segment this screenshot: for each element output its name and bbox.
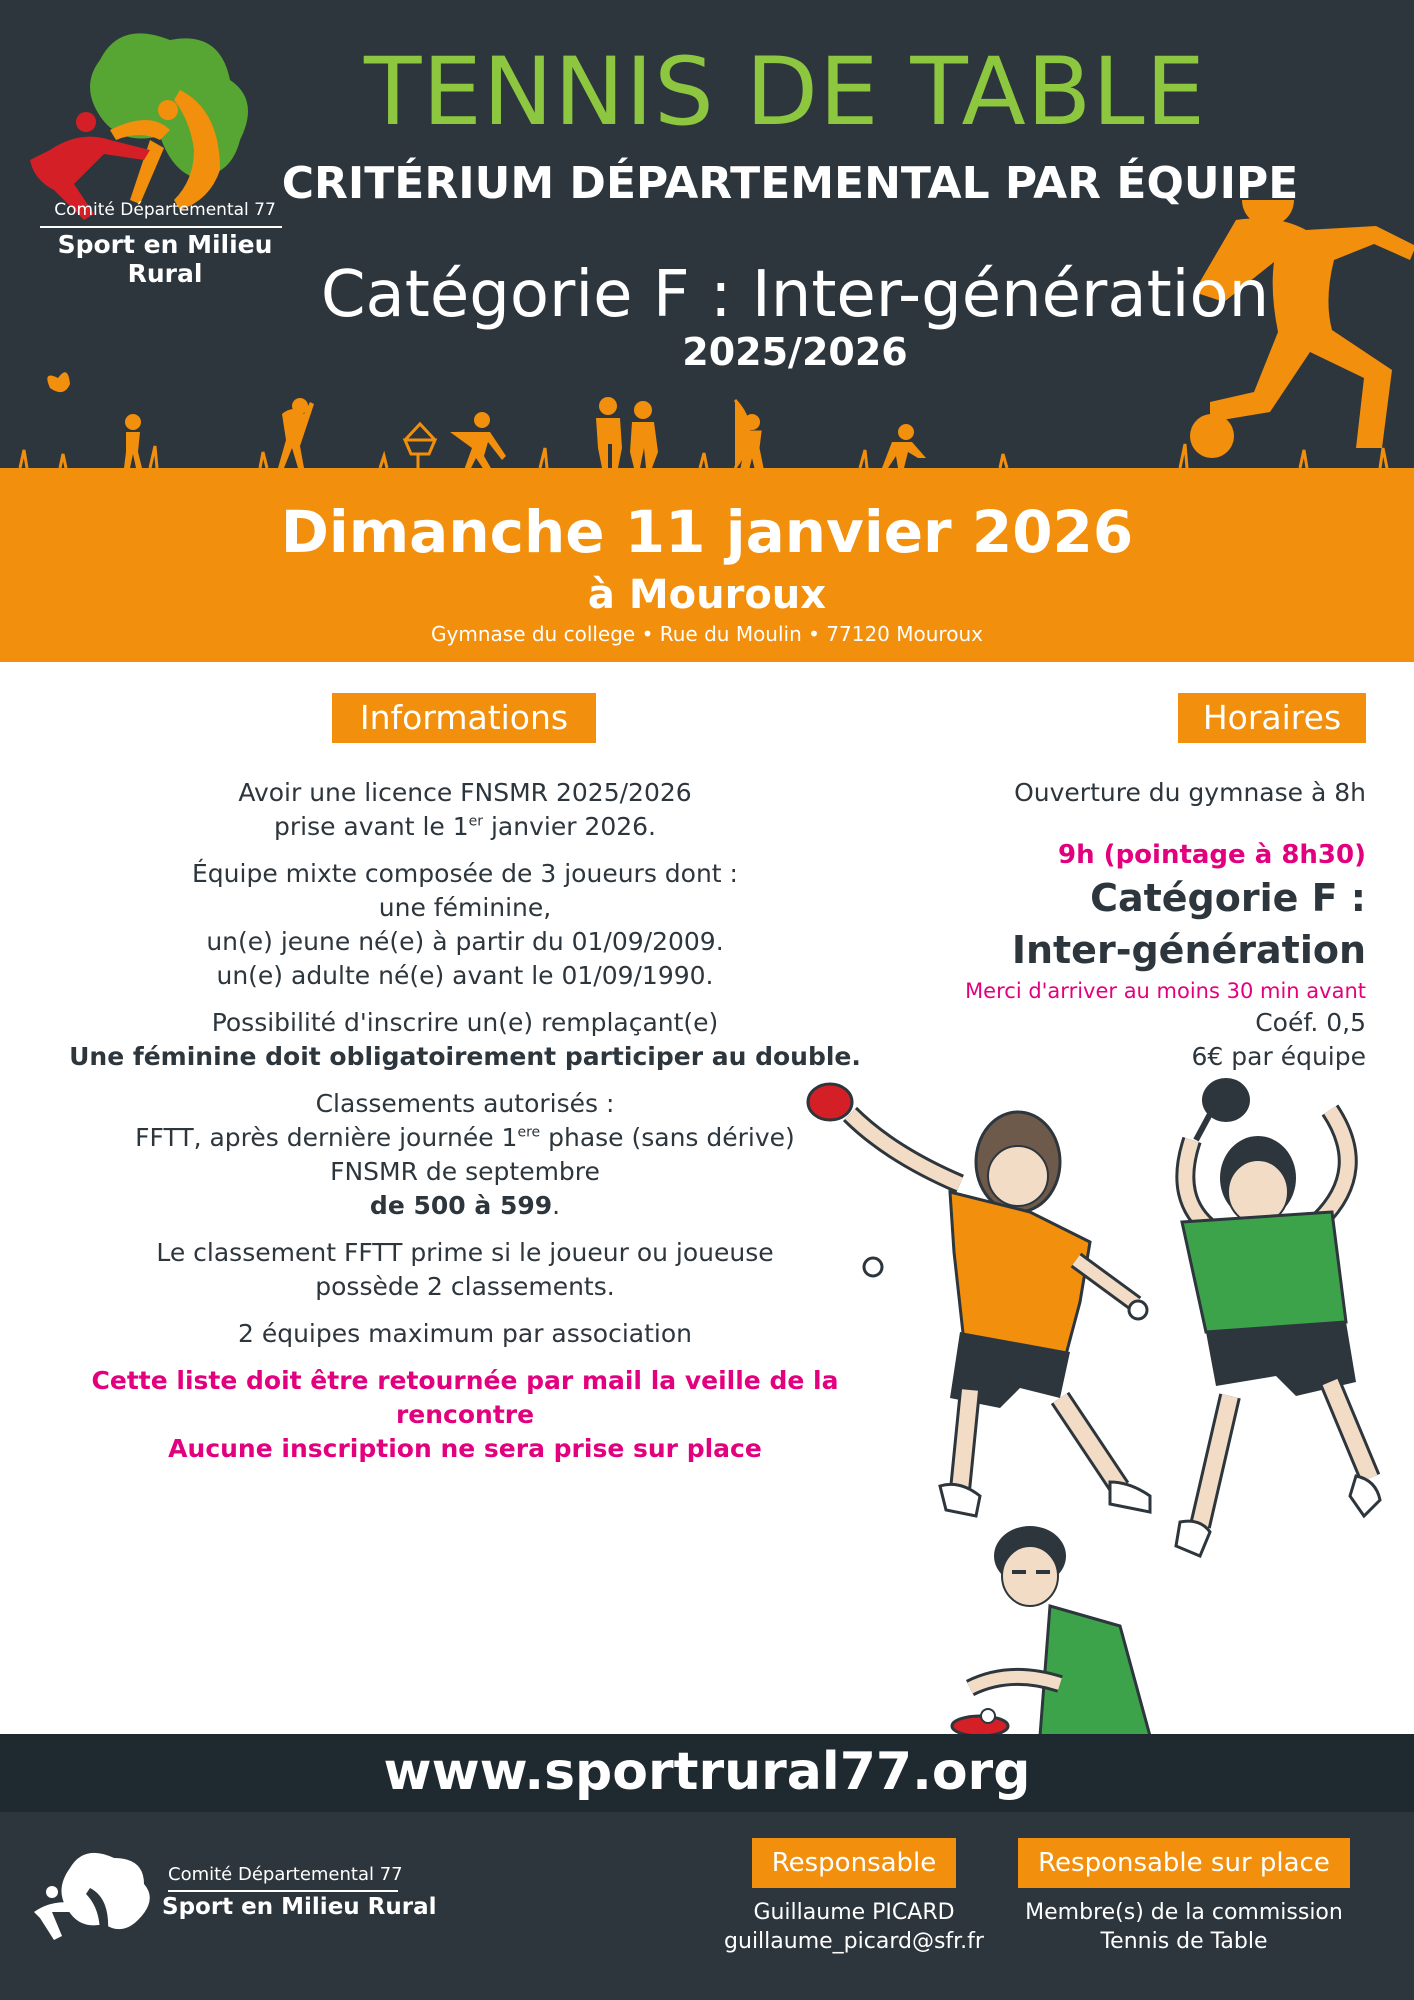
event-date: Dimanche 11 janvier 2026 [280, 498, 1134, 566]
substitute-line-2: Une féminine doit obligatoirement participer au double. [69, 1042, 861, 1071]
prime-line-1: Le classement FFTT prime si le joueur ou joueuse [156, 1238, 774, 1267]
footer-logo-icon [30, 1848, 160, 1948]
ranking-line-4: de 500 à 599 [369, 1191, 553, 1220]
responsable-email[interactable]: guillaume_picard@sfr.fr [724, 1929, 984, 1954]
ranking-line-2: FFTT, après dernière journée 1 [135, 1123, 518, 1152]
responsable-block [714, 1838, 994, 1956]
prime-line-2: possède 2 classements. [315, 1272, 615, 1301]
informations-heading: Informations [332, 693, 596, 743]
team-line-1: Équipe mixte composée de 3 joueurs dont : [192, 859, 738, 888]
substitute-paragraph [30, 1006, 900, 1074]
team-line-4: un(e) adulte né(e) avant le 01/09/1990. [216, 961, 714, 990]
event-title: TENNIS DE TABLE [363, 38, 1207, 147]
footer [0, 1812, 1414, 2000]
footer-logo-organisation: Sport en Milieu Rural [162, 1894, 437, 1920]
logo-organisation-text: Sport en Milieu Rural [57, 230, 273, 288]
warning-paragraph [30, 1364, 900, 1466]
licence-paragraph [30, 776, 900, 844]
date-band [0, 478, 1414, 662]
team-line-2: une féminine, [378, 893, 552, 922]
logo-committee-text: Comité Départemental 77 [54, 200, 276, 220]
ranking-superscript: ere [517, 1124, 541, 1141]
responsable-name: Guillaume PICARD [753, 1900, 955, 1925]
arrival-note: Merci d'arriver au moins 30 min avant [965, 979, 1366, 1003]
ranking-paragraph [30, 1087, 900, 1223]
start-time: 9h (pointage à 8h30) [1058, 840, 1366, 870]
max-teams-paragraph: 2 équipes maximum par association [237, 1319, 692, 1348]
informations-section [30, 776, 900, 1479]
licence-superscript: er [468, 813, 484, 830]
event-address: Gymnase du college • Rue du Moulin • 77120 Mouroux [431, 622, 983, 646]
logo-divider [40, 226, 282, 228]
table-tennis-players-illustration [790, 1070, 1414, 1736]
licence-line-2-end: janvier 2026. [483, 812, 656, 841]
footer-logo-divider [168, 1890, 398, 1892]
website-link[interactable]: www.sportrural77.org [383, 1742, 1031, 1802]
substitute-line-1: Possibilité d'inscrire un(e) remplaçant(e) [211, 1008, 719, 1037]
responsable-place-line-1: Membre(s) de la commission [1025, 1900, 1343, 1925]
event-place: à Mouroux [587, 572, 827, 618]
responsable-label: Responsable [752, 1838, 957, 1888]
category-line-1: Catégorie F : [1090, 876, 1366, 920]
gym-opening: Ouverture du gymnase à 8h [1014, 778, 1366, 807]
prime-paragraph [30, 1236, 900, 1304]
event-subtitle: CRITÉRIUM DÉPARTEMENTAL PAR ÉQUIPE [281, 158, 1299, 209]
ranking-line-1: Classements autorisés : [315, 1089, 615, 1118]
footer-logo-committee: Comité Départemental 77 [168, 1864, 403, 1885]
team-paragraph [30, 857, 900, 993]
price: 6€ par équipe [1191, 1042, 1366, 1071]
event-season: 2025/2026 [682, 330, 908, 374]
warning-line-2: Aucune inscription ne sera prise sur place [168, 1434, 762, 1463]
category-line-2: Inter-génération [1011, 928, 1366, 972]
header-banner [0, 0, 1414, 478]
website-band [0, 1734, 1414, 1812]
responsable-place-line-2: Tennis de Table [1100, 1929, 1268, 1954]
warning-line-1: Cette liste doit être retournée par mail la veille de la rencontre [91, 1366, 839, 1429]
responsable-place-block [1002, 1838, 1366, 1956]
ranking-line-3: FNSMR de septembre [330, 1157, 600, 1186]
ranking-line-2-end: phase (sans dérive) [540, 1123, 795, 1152]
horaires-section [846, 776, 1366, 1074]
horaires-heading: Horaires [1178, 693, 1366, 743]
coefficient: Coéf. 0,5 [1255, 1008, 1366, 1037]
responsable-place-label: Responsable sur place [1018, 1838, 1350, 1888]
team-line-3: un(e) jeune né(e) à partir du 01/09/2009. [206, 927, 724, 956]
licence-line-1: Avoir une licence FNSMR 2025/2026 [238, 778, 692, 807]
event-category: Catégorie F : Inter-génération [320, 258, 1270, 332]
licence-line-2: prise avant le 1 [273, 812, 469, 841]
ranking-line-4-end: . [552, 1191, 561, 1220]
